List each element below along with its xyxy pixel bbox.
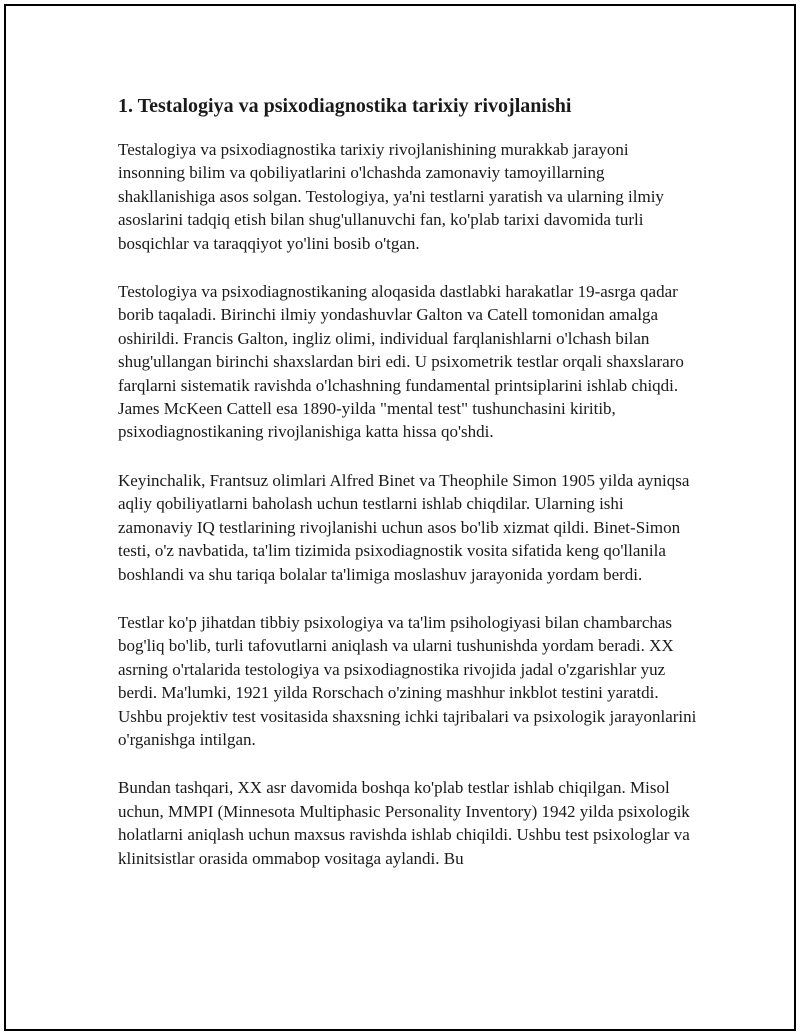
section-title: 1. Testalogiya va psixodiagnostika tarixiy rivojlanishi (118, 95, 572, 117)
paragraph-4: Testlar ko'p jihatdan tibbiy psixologiya va ta'lim psihologiyasi bilan chambarchas bog'liq bo'lib, turli tafovutlarni aniqlash va ularni tushunishda yordam beradi. XX asrning o'rtalarida testologiya va psixodiagnostika rivojida jadal o'zgarishlar yuz berdi. Ma'lumki, 1921 yilda Rorschach o'zining mashhur inkblot testini yaratdi. Ushbu projektiv test vositasida shaxsning ichki tajribalari va psixologik jarayonlarini o'rganishga intilgan. (118, 612, 697, 749)
paragraph-3: Keyinchalik, Frantsuz olimlari Alfred Binet va Theophile Simon 1905 yilda ayniqsa aqliy qobiliyatlarni baholash uchun testlarni ishlab chiqdilar. Ularning ishi zamonaviy IQ testlarining rivojlanishi uchun asos bo'lib xizmat qildi. Binet-Simon testi, o'z navbatida, ta'lim tizimida psixodiagnostik vosita sifatida keng qo'llanila boshlandi va shu tariqa bolalar ta'limiga moslashuv jarayonida yordam berdi. (118, 470, 690, 584)
document-content (118, 90, 698, 895)
paragraph-2: Testologiya va psixodiagnostikaning aloqasida dastlabki harakatlar 19-asrga qadar borib taqaladi. Birinchi ilmiy yondashuvlar Galton va Catell tomonidan amalga oshirildi. Francis Galton, ingliz olimi, individual farqlanishlarni o'lchash bilan shug'ullangan birinchi shaxslardan biri edi. U psixometrik testlar orqali shaxslararo farqlarni sistematik ravishda o'lchashning fundamental printsiplarini ishlab chiqdi. James McKeen Cattell esa 1890-yilda "mental test" tushunchasini kiritib, psixodiagnostikaning rivojlanishiga katta hissa qo'shdi. (118, 282, 684, 442)
document-page (4, 4, 796, 1031)
paragraph-1: Testalogiya va psixodiagnostika tarixiy rivojlanishining murakkab jarayoni insonning bilim va qobiliyatlarini o'lchashda zamonaviy tamoyillarning shakllanishiga asos solgan. Testologiya, ya'ni testlarni yaratish va ularning ilmiy asoslarini tadqiq etish bilan shug'ullanuvchi fan, ko'plab tarixi davomida turli bosqichlar va taraqqiyot yo'lini bosib o'tgan. (118, 140, 664, 253)
paragraph-5: Bundan tashqari, XX asr davomida boshqa ko'plab testlar ishlab chiqilgan. Misol uchun, MMPI (Minnesota Multiphasic Personality Inventory) 1942 yilda psixologik holatlarni aniqlash uchun maxsus ravishda ishlab chiqildi. Ushbu test psixologlar va klinitsistlar orasida ommabop vositaga aylandi. Bu (118, 778, 690, 868)
